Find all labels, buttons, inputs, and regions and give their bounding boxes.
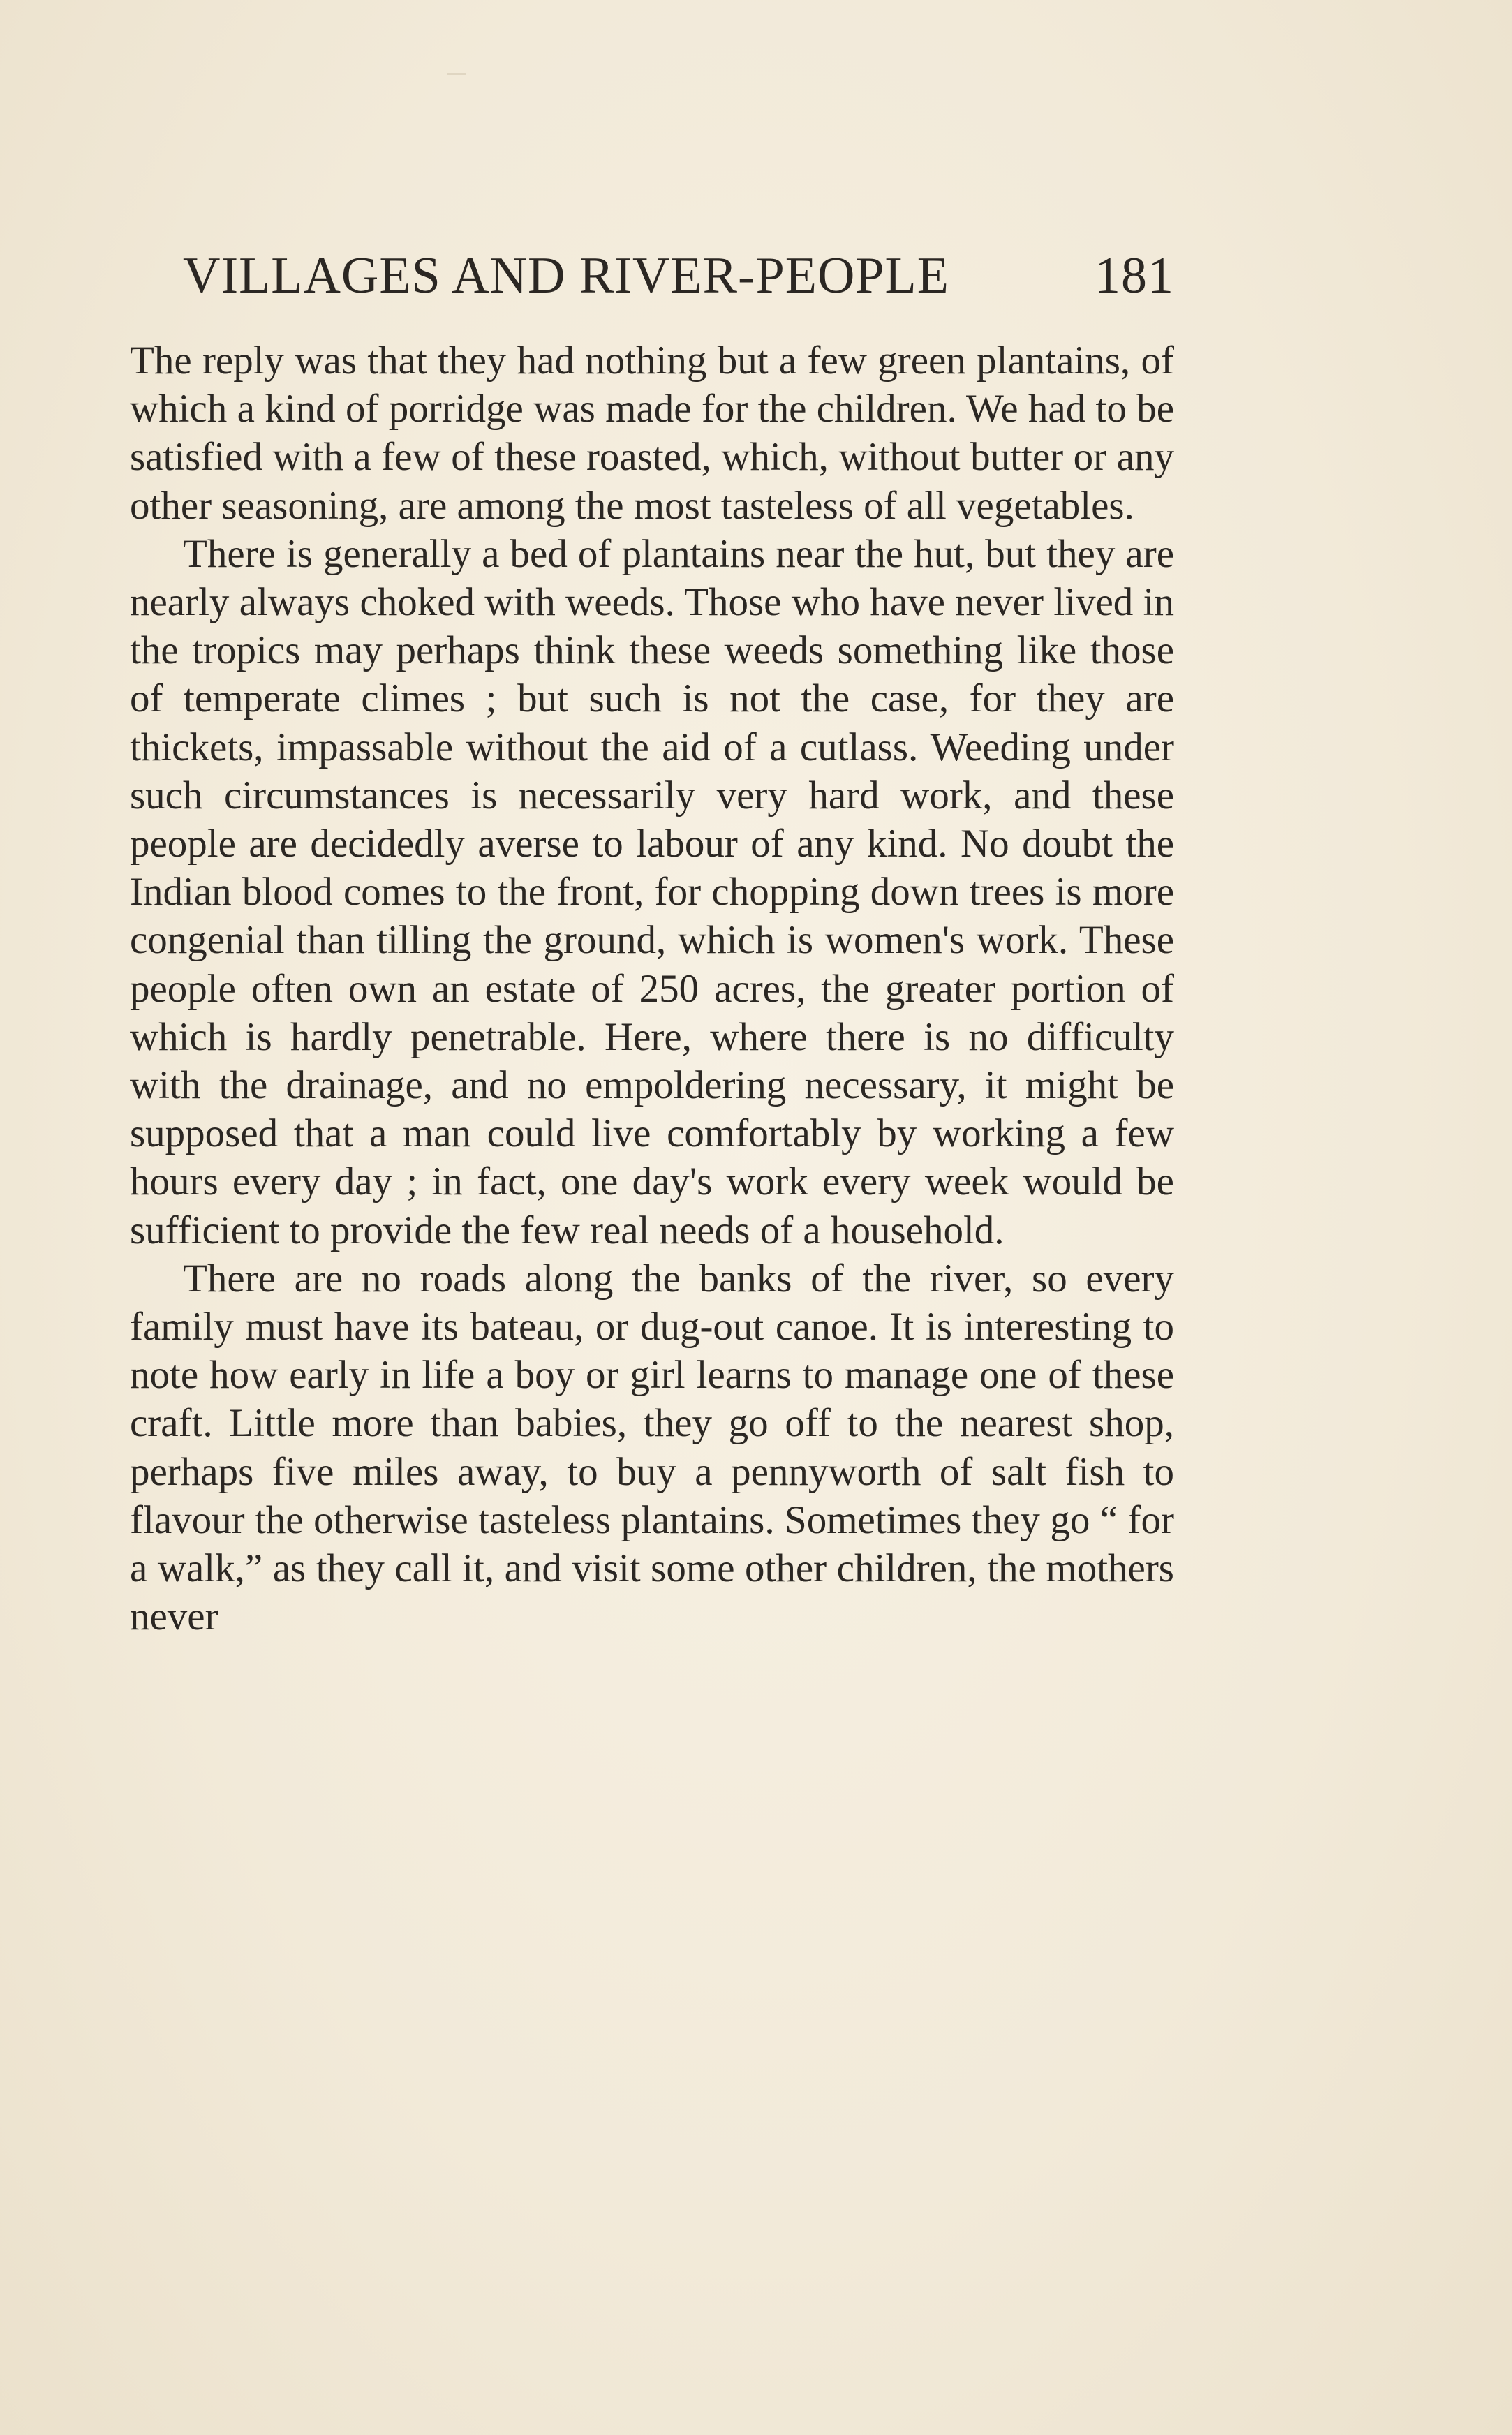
paragraph-2: There is generally a bed of plantains near the hut, but they are nearly always choked with weeds. Those who have never lived in the tropics may perhaps think these weeds something like those of temperate climes ; but such is not the case, for they are thickets, impassable without the aid of a cutlass. Weeding under such circumstances is necessarily very hard work, and these people are decidedly averse to labour of any kind. No doubt the Indian blood comes to the front, for chopping down trees is more congenial than tilling the ground, which is women's work. These people often own an estate of 250 acres, the greater portion of which is hardly penetrable. Here, where there is no difficulty with the drainage, and no empoldering necessary, it might be supposed that a man could live comfortably by working a few hours every day ; in fact, one day's work every week would be sufficient to provide the few real needs of a household. bbox=[130, 531, 1174, 1252]
body-text bbox=[130, 336, 1174, 1641]
running-title: VILLAGES AND RIVER-PEOPLE bbox=[183, 246, 949, 304]
page-number: 181 bbox=[1095, 246, 1174, 304]
running-header bbox=[183, 237, 1174, 314]
paragraph-1: The reply was that they had nothing but a few green plantains, of which a kind of porridge was made for the children. We had to be satisfied with a few of these roasted, which, without butter or any other seasoning, are among the most tasteless of all vegetables. bbox=[130, 339, 1174, 528]
paragraph-3: There are no roads along the banks of the river, so every family must have its bateau, or dug-out canoe. It is interesting to note how early in life a boy or girl learns to manage one of these craft. Little more than babies, they go off to the nearest shop, perhaps five miles away, to buy a pennyworth of salt fish to flavour the otherwise tasteless plantains. Sometimes they go “ for a walk,” as they call it, and visit some other children, the mothers never bbox=[130, 1256, 1174, 1639]
paper-mark bbox=[447, 73, 466, 75]
